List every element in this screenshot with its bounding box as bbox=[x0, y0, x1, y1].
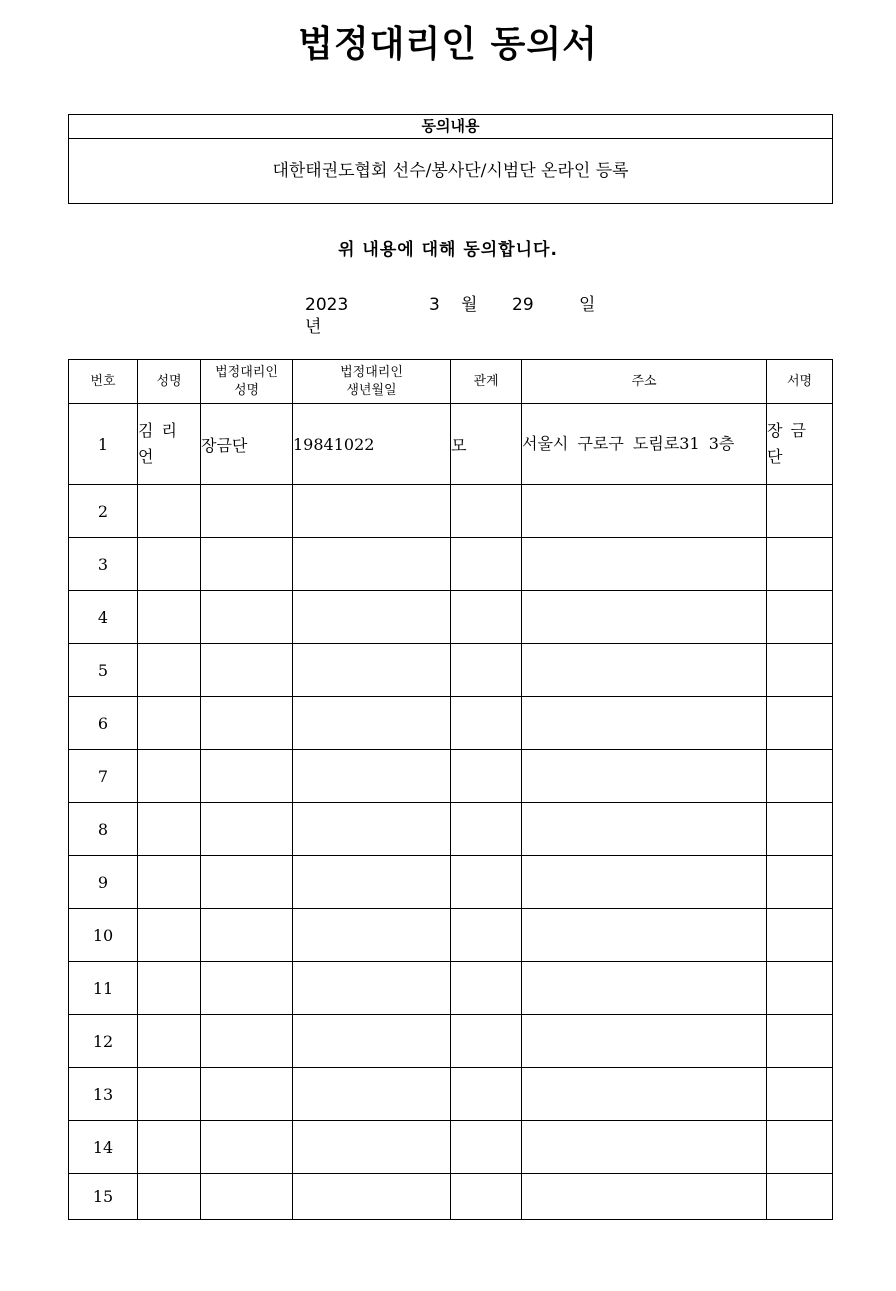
cell-guardian-birth bbox=[293, 697, 451, 750]
header-guardian-name bbox=[201, 360, 293, 404]
cell-guardian-birth bbox=[293, 1174, 451, 1220]
cell-guardian-birth bbox=[293, 1121, 451, 1174]
table-row bbox=[69, 803, 833, 856]
table-body bbox=[69, 404, 833, 1220]
cell-signature bbox=[767, 1015, 833, 1068]
date-month: 3 bbox=[429, 295, 440, 315]
cell-address bbox=[522, 1015, 767, 1068]
table-row bbox=[69, 909, 833, 962]
cell-relationship bbox=[451, 1015, 522, 1068]
cell-signature bbox=[767, 909, 833, 962]
cell-guardian-birth bbox=[293, 803, 451, 856]
header-relationship: 관계 bbox=[451, 360, 522, 404]
cell-guardian-name bbox=[201, 485, 293, 538]
cell-address bbox=[522, 856, 767, 909]
cell-signature bbox=[767, 1121, 833, 1174]
cell-guardian-name bbox=[201, 803, 293, 856]
table-row bbox=[69, 591, 833, 644]
header-signature: 서명 bbox=[767, 360, 833, 404]
cell-signature bbox=[767, 538, 833, 591]
cell-number: 2 bbox=[69, 485, 138, 538]
cell-guardian-birth bbox=[293, 962, 451, 1015]
cell-address bbox=[522, 1121, 767, 1174]
cell-name bbox=[138, 909, 201, 962]
table-row bbox=[69, 1121, 833, 1174]
cell-number: 13 bbox=[69, 1068, 138, 1121]
cell-signature bbox=[767, 1174, 833, 1220]
agreement-text: 위 내용에 대해 동의합니다. bbox=[338, 240, 558, 260]
cell-name bbox=[138, 1174, 201, 1220]
table-row bbox=[69, 697, 833, 750]
cell-address bbox=[522, 1068, 767, 1121]
cell-name bbox=[138, 697, 201, 750]
cell-number: 8 bbox=[69, 803, 138, 856]
cell-signature bbox=[767, 1068, 833, 1121]
cell-relationship bbox=[451, 1174, 522, 1220]
cell-relationship bbox=[451, 591, 522, 644]
cell-guardian-birth: 19841022 bbox=[293, 404, 451, 485]
cell-number: 5 bbox=[69, 644, 138, 697]
cell-address bbox=[522, 485, 767, 538]
cell-guardian-name bbox=[201, 697, 293, 750]
cell-number: 6 bbox=[69, 697, 138, 750]
cell-number: 4 bbox=[69, 591, 138, 644]
cell-address bbox=[522, 803, 767, 856]
header-guardian-name-line2: 성명 bbox=[233, 382, 260, 398]
cell-number: 10 bbox=[69, 909, 138, 962]
cell-address bbox=[522, 909, 767, 962]
cell-relationship bbox=[451, 644, 522, 697]
cell-guardian-birth bbox=[293, 538, 451, 591]
table-row bbox=[69, 1174, 833, 1220]
cell-name bbox=[138, 591, 201, 644]
header-guardian-name-line1: 법정대리인 bbox=[215, 364, 278, 380]
cell-guardian-birth bbox=[293, 750, 451, 803]
cell-name: 김리언 bbox=[138, 404, 201, 485]
document-title: 법정대리인 동의서 bbox=[298, 24, 598, 65]
cell-relationship bbox=[451, 485, 522, 538]
cell-address bbox=[522, 750, 767, 803]
cell-relationship bbox=[451, 750, 522, 803]
cell-guardian-birth bbox=[293, 591, 451, 644]
cell-relationship bbox=[451, 538, 522, 591]
date-day-unit: 일 bbox=[579, 295, 596, 315]
cell-guardian-name bbox=[201, 591, 293, 644]
header-guardian-birth bbox=[293, 360, 451, 404]
cell-number: 9 bbox=[69, 856, 138, 909]
table-row bbox=[69, 962, 833, 1015]
table-header-row bbox=[69, 360, 833, 404]
cell-name bbox=[138, 538, 201, 591]
cell-relationship bbox=[451, 697, 522, 750]
cell-name bbox=[138, 803, 201, 856]
table-row bbox=[69, 750, 833, 803]
guardian-consent-table bbox=[68, 359, 833, 1220]
table-row bbox=[69, 538, 833, 591]
cell-address bbox=[522, 538, 767, 591]
cell-guardian-birth bbox=[293, 1015, 451, 1068]
cell-relationship bbox=[451, 803, 522, 856]
cell-number: 12 bbox=[69, 1015, 138, 1068]
cell-number: 15 bbox=[69, 1174, 138, 1220]
table-row bbox=[69, 1068, 833, 1121]
header-name: 성명 bbox=[138, 360, 201, 404]
header-address: 주소 bbox=[522, 360, 767, 404]
cell-signature bbox=[767, 803, 833, 856]
cell-address bbox=[522, 1174, 767, 1220]
cell-signature: 장금단 bbox=[767, 404, 833, 485]
cell-signature bbox=[767, 644, 833, 697]
cell-signature bbox=[767, 856, 833, 909]
consent-content: 대한태권도협회 선수/봉사단/시범단 온라인 등록 bbox=[272, 161, 629, 181]
cell-relationship bbox=[451, 1068, 522, 1121]
cell-guardian-birth bbox=[293, 485, 451, 538]
table-row bbox=[69, 404, 833, 485]
cell-guardian-name bbox=[201, 644, 293, 697]
cell-guardian-name bbox=[201, 1015, 293, 1068]
header-number: 번호 bbox=[69, 360, 138, 404]
cell-name bbox=[138, 1015, 201, 1068]
date-month-unit: 월 bbox=[461, 295, 478, 315]
cell-name bbox=[138, 644, 201, 697]
cell-number: 1 bbox=[69, 404, 138, 485]
consent-header: 동의내용 bbox=[69, 115, 832, 139]
cell-address bbox=[522, 591, 767, 644]
cell-guardian-birth bbox=[293, 856, 451, 909]
cell-name bbox=[138, 750, 201, 803]
cell-signature bbox=[767, 591, 833, 644]
cell-address bbox=[522, 962, 767, 1015]
cell-address bbox=[522, 697, 767, 750]
cell-guardian-name bbox=[201, 750, 293, 803]
cell-number: 14 bbox=[69, 1121, 138, 1174]
cell-number: 3 bbox=[69, 538, 138, 591]
table-row bbox=[69, 1015, 833, 1068]
cell-relationship bbox=[451, 1121, 522, 1174]
cell-guardian-birth bbox=[293, 644, 451, 697]
cell-name bbox=[138, 856, 201, 909]
consent-box bbox=[68, 114, 833, 204]
table-row bbox=[69, 485, 833, 538]
cell-guardian-name bbox=[201, 538, 293, 591]
cell-guardian-name bbox=[201, 962, 293, 1015]
cell-name bbox=[138, 1121, 201, 1174]
cell-relationship: 모 bbox=[451, 404, 522, 485]
cell-guardian-name: 장금단 bbox=[201, 404, 293, 485]
cell-guardian-name bbox=[201, 1121, 293, 1174]
cell-relationship bbox=[451, 856, 522, 909]
cell-guardian-name bbox=[201, 909, 293, 962]
cell-guardian-name bbox=[201, 1068, 293, 1121]
cell-name bbox=[138, 1068, 201, 1121]
cell-signature bbox=[767, 750, 833, 803]
cell-address bbox=[522, 644, 767, 697]
cell-guardian-name bbox=[201, 856, 293, 909]
table-row bbox=[69, 644, 833, 697]
cell-name bbox=[138, 962, 201, 1015]
cell-relationship bbox=[451, 962, 522, 1015]
cell-relationship bbox=[451, 909, 522, 962]
cell-address: 서울시 구로구 도림로31 3층 bbox=[522, 404, 767, 485]
header-guardian-birth-line2: 생년월일 bbox=[346, 382, 397, 398]
cell-number: 11 bbox=[69, 962, 138, 1015]
date-year: 2023년 bbox=[305, 295, 349, 337]
cell-name bbox=[138, 485, 201, 538]
cell-signature bbox=[767, 962, 833, 1015]
cell-signature bbox=[767, 697, 833, 750]
date-day: 29 bbox=[512, 295, 534, 315]
header-guardian-birth-line1: 법정대리인 bbox=[340, 364, 403, 380]
cell-guardian-birth bbox=[293, 1068, 451, 1121]
cell-guardian-name bbox=[201, 1174, 293, 1220]
cell-guardian-birth bbox=[293, 909, 451, 962]
cell-signature bbox=[767, 485, 833, 538]
cell-number: 7 bbox=[69, 750, 138, 803]
table-row bbox=[69, 856, 833, 909]
